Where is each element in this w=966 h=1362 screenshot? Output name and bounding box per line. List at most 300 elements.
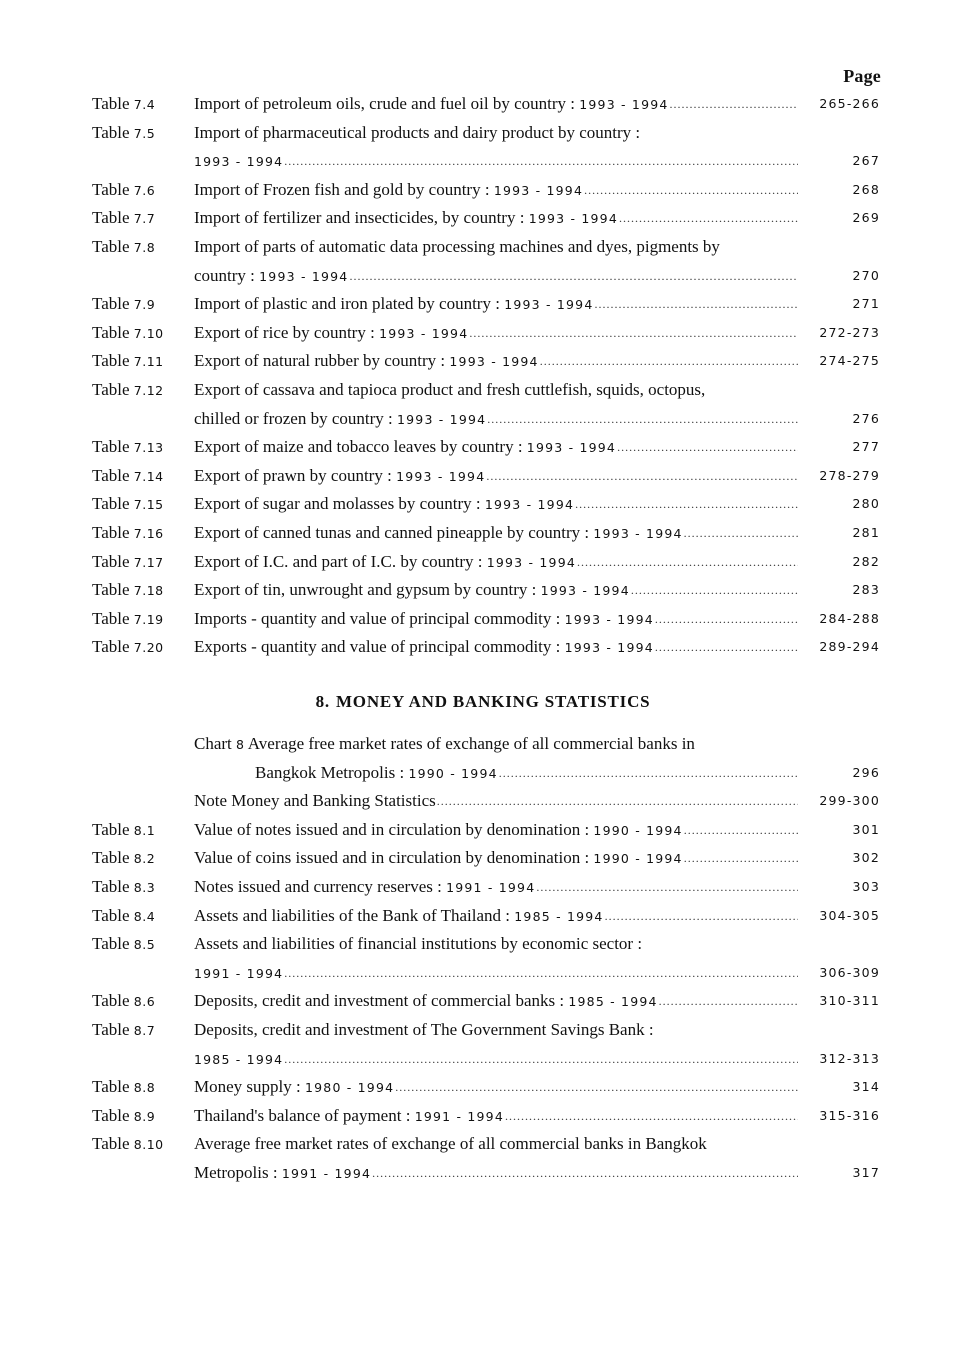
leader-dots: [684, 816, 798, 846]
entry-label: [92, 347, 192, 377]
entry-description: [194, 290, 798, 320]
entry-text: [194, 548, 576, 578]
entry-years: 1993 - 1994: [493, 182, 584, 198]
page-number: 310-311: [819, 993, 880, 1009]
entry-description: [255, 759, 798, 789]
entry-label: [92, 290, 192, 320]
toc-entry-line: [0, 930, 966, 959]
entry-title: Assets and liabilities of the Bank of Thailand :: [194, 905, 515, 925]
entry-text: [194, 816, 683, 846]
entry-text: [194, 844, 683, 874]
toc-entry-line: [0, 462, 966, 491]
entry-years: 1993 - 1994: [259, 268, 349, 284]
entry-years: 1980 - 1994: [304, 1080, 395, 1096]
table-word: Table: [92, 876, 130, 896]
entry-years: 1993 - 1994: [526, 440, 617, 456]
page-number: 284-288: [819, 610, 880, 626]
entry-years: 1990 - 1994: [593, 851, 683, 867]
page-number: 304-305: [819, 907, 880, 923]
section-8-heading: MONEY AND BANKING STATISTICS: [335, 692, 651, 711]
entry-description: [194, 1016, 798, 1045]
toc-entry-line: [0, 490, 966, 519]
leader-dots: [684, 519, 798, 549]
entry-label: [92, 930, 192, 960]
entry-description: [194, 902, 798, 932]
table-number: 8.1: [133, 822, 156, 838]
entry-description: [194, 1102, 798, 1132]
table-word: Table: [92, 494, 130, 514]
entry-label: [92, 119, 192, 149]
entry-text: [194, 959, 283, 989]
leader-dots: [284, 1045, 798, 1075]
table-word: Table: [92, 122, 130, 142]
entry-label: [92, 1102, 192, 1132]
toc-entry-line: [0, 119, 966, 148]
entry-title: Import of parts of automatic data processing machines and dyes, pigments by: [194, 236, 720, 256]
toc-entry-line: [0, 959, 966, 988]
entry-label: [92, 490, 192, 520]
entry-description: [194, 787, 798, 816]
entry-years: 1993 - 1994: [484, 497, 575, 513]
entry-text: [194, 576, 630, 606]
entry-description: [194, 519, 798, 549]
entry-text: [194, 1016, 654, 1045]
entry-label: [92, 548, 192, 578]
toc-entry-line: [0, 873, 966, 902]
toc-entry-line: [0, 1159, 966, 1188]
page-number: 312-313: [819, 1050, 880, 1066]
leader-dots: [540, 347, 798, 377]
leader-dots: [584, 176, 798, 206]
table-word: Table: [92, 1134, 130, 1154]
entry-label: [92, 816, 192, 846]
entry-description: [194, 605, 798, 635]
table-word: Table: [92, 437, 130, 457]
entry-text: [194, 1045, 283, 1075]
page-number: 302: [852, 850, 880, 866]
entry-description: [194, 262, 798, 292]
table-number: 7.16: [133, 525, 164, 541]
entry-title: Metropolis :: [194, 1162, 282, 1182]
entry-title: Export of tin, unwrought and gypsum by country :: [194, 580, 541, 600]
page-number: 272-273: [819, 324, 880, 340]
entry-title: Export of natural rubber by country :: [194, 351, 450, 371]
leader-dots: [655, 605, 798, 635]
table-word: Table: [92, 179, 130, 199]
table-number: 7.17: [133, 554, 164, 570]
page-number: 299-300: [819, 793, 880, 809]
entry-label: [92, 519, 192, 549]
table-word: Table: [92, 379, 130, 399]
table-word: Table: [92, 1077, 130, 1097]
page-number: 289-294: [819, 639, 880, 655]
entry-label: [92, 233, 192, 263]
table-number: 8.7: [133, 1022, 156, 1038]
toc-entry-line: [0, 816, 966, 845]
entry-years: 1985 - 1994: [568, 994, 658, 1010]
entry-years: 1993 - 1994: [486, 554, 576, 570]
entry-title: chilled or frozen by country :: [194, 408, 397, 428]
entry-text: [194, 347, 539, 377]
entry-text: [194, 902, 604, 932]
table-word: Table: [92, 294, 130, 314]
entry-years: 1991 - 1994: [281, 1165, 372, 1181]
toc-entry-line: [0, 1130, 966, 1159]
entry-label: [92, 844, 192, 874]
entry-years: 1993 - 1994: [579, 97, 669, 112]
toc-entry-line: [0, 433, 966, 462]
table-word: Table: [92, 322, 130, 342]
entry-text: [194, 873, 535, 903]
entry-text: [194, 787, 436, 816]
table-number: 7.14: [133, 468, 164, 484]
entry-title: Export of cassava and tapioca product and fresh cuttlefish, squids, octopus,: [194, 379, 706, 399]
entry-title: Import of pharmaceutical products and dairy product by country :: [194, 122, 641, 142]
entry-text: [194, 433, 616, 463]
toc-entry-line: [0, 290, 966, 319]
entry-title: Export of I.C. and part of I.C. by country :: [194, 551, 487, 571]
entry-text: [194, 519, 683, 549]
page-number: 280: [852, 496, 880, 512]
leader-dots: [536, 873, 798, 903]
page-number: 281: [852, 524, 880, 540]
entry-description: [194, 844, 798, 874]
entry-years: 1993 - 1994: [397, 411, 487, 427]
leader-dots: [655, 633, 798, 663]
table-number: 7.5: [133, 125, 156, 141]
table-number: 7.8: [133, 239, 156, 255]
toc-entry-line: [0, 730, 966, 759]
toc-entry-line: [0, 633, 966, 662]
entry-text: [194, 490, 574, 520]
entry-years: 1993 - 1994: [593, 525, 683, 541]
entry-label: [92, 319, 192, 349]
toc-entry-line: [0, 519, 966, 548]
page-number: 283: [852, 582, 880, 598]
entry-title: Average free market rates of exchange of all commercial banks in Bangkok: [194, 1134, 707, 1154]
entry-years: 1991 - 1994: [194, 965, 284, 981]
table-number: 7.12: [133, 382, 164, 398]
leader-dots: [349, 262, 798, 292]
toc-entry-line: [0, 787, 966, 816]
entry-years: 1990 - 1994: [593, 822, 683, 838]
entry-label: [92, 605, 192, 635]
entry-title: Export of rice by country :: [194, 322, 380, 342]
entry-text: [194, 204, 618, 234]
entry-title: Chart: [194, 734, 237, 753]
toc-entry-line: [0, 576, 966, 605]
toc-entry-line: [0, 1102, 966, 1131]
page-number: 306-309: [819, 964, 880, 980]
entry-description: [194, 90, 798, 120]
entry-title: Deposits, credit and investment of The Government Savings Bank :: [194, 1019, 654, 1039]
table-word: Table: [92, 551, 130, 571]
table-number: 7.18: [133, 583, 164, 599]
leader-dots: [437, 787, 798, 816]
toc-entry-line: [0, 347, 966, 376]
page-number: 315-316: [819, 1107, 880, 1123]
toc-entry-line: [0, 262, 966, 291]
entry-title: Deposits, credit and investment of commercial banks :: [194, 991, 569, 1011]
entry-years: 1993 - 1994: [379, 325, 469, 341]
entry-title-cont: Average free market rates of exchange of all commercial banks in: [244, 734, 695, 753]
leader-dots: [395, 1073, 798, 1103]
table-word: Table: [92, 608, 130, 628]
table-number: 7.7: [133, 211, 156, 227]
table-number: 7.13: [133, 440, 164, 456]
entry-title: Import of fertilizer and insecticides, by country :: [194, 208, 529, 228]
entry-label: [92, 576, 192, 606]
toc-entry-line: [0, 548, 966, 577]
entry-years: 1985 - 1994: [514, 908, 604, 924]
table-number: 7.20: [133, 640, 164, 656]
table-word: Table: [92, 208, 130, 228]
toc-entry-line: [0, 902, 966, 931]
toc-entry-line: [0, 176, 966, 205]
entry-years: 1991 - 1994: [414, 1108, 504, 1124]
entry-label: [92, 1130, 192, 1160]
entry-title: country :: [194, 265, 260, 285]
page-number: 296: [852, 764, 880, 780]
table-number: 8.6: [133, 994, 156, 1010]
entry-title: Bangkok Metropolis :: [255, 762, 409, 782]
leader-dots: [670, 90, 798, 120]
toc-entry-line: [0, 376, 966, 405]
section-8-list: [0, 730, 966, 1188]
entry-title: Note Money and Banking Statistics: [194, 791, 436, 811]
page-number: 271: [852, 296, 880, 312]
table-word: Table: [92, 1105, 130, 1125]
entry-years: 1991 - 1994: [446, 879, 536, 895]
entry-description: [194, 433, 798, 463]
entry-text: [194, 1130, 707, 1159]
leader-dots: [577, 548, 798, 578]
entry-description: [194, 930, 798, 959]
entry-title: Export of sugar and molasses by country :: [194, 494, 485, 514]
entry-description: [194, 147, 798, 177]
entry-text: [194, 290, 593, 320]
entry-years: 1993 - 1994: [564, 640, 654, 656]
table-number: 8.5: [133, 937, 156, 953]
entry-description: [194, 119, 798, 148]
leader-dots: [659, 987, 798, 1017]
entry-label: [92, 376, 192, 406]
toc-entry-line: [0, 605, 966, 634]
page-number: 282: [852, 553, 880, 569]
table-number: 7.9: [133, 297, 156, 313]
leader-dots: [284, 959, 798, 989]
entry-years: 1993 - 1994: [504, 297, 594, 313]
entry-years: 1985 - 1994: [194, 1051, 284, 1067]
entry-years: 1993 - 1994: [564, 611, 654, 627]
table-number: 8.9: [133, 1108, 156, 1124]
page-column-header: Page: [843, 66, 881, 86]
page-number: 314: [852, 1079, 880, 1095]
table-word: Table: [92, 905, 130, 925]
toc-entry-line: [0, 204, 966, 233]
table-word: Table: [92, 522, 130, 542]
entry-years: 1993 - 1994: [528, 211, 618, 227]
page-number: 274-275: [819, 353, 880, 369]
entry-label: [92, 462, 192, 492]
page-number: 301: [852, 821, 880, 837]
entry-description: [194, 1159, 798, 1189]
leader-dots: [486, 462, 798, 492]
table-word: Table: [92, 236, 130, 256]
entry-text: [194, 376, 705, 405]
entry-label: [92, 204, 192, 234]
entry-description: [194, 1045, 798, 1075]
entry-label: [92, 433, 192, 463]
table-number: 7.6: [133, 182, 156, 198]
table-word: Table: [92, 94, 130, 113]
entry-title: Notes issued and currency reserves :: [194, 876, 447, 896]
entry-text: [194, 233, 720, 262]
entry-text: [194, 633, 654, 663]
leader-dots: [617, 433, 798, 463]
entry-title: Imports - quantity and value of principal commodity :: [194, 608, 565, 628]
entry-description: [194, 1073, 798, 1103]
table-number: 7.15: [133, 497, 164, 513]
leader-dots: [594, 290, 798, 320]
entry-title: Exports - quantity and value of principal commodity :: [194, 637, 565, 657]
table-number: 8.8: [133, 1080, 156, 1096]
entry-title: Import of petroleum oils, crude and fuel oil by country :: [194, 94, 580, 113]
leader-dots: [575, 490, 798, 520]
entry-text: [194, 462, 485, 492]
page-number: 270: [852, 267, 880, 283]
table-word: Table: [92, 934, 130, 954]
table-number: 8.3: [133, 879, 156, 895]
toc-entry-line: [0, 1045, 966, 1074]
entry-description: [194, 405, 798, 435]
entry-years: 1993 - 1994: [449, 354, 539, 370]
toc-entry-line: [0, 233, 966, 262]
page-number: 303: [852, 878, 880, 894]
page-number: 268: [852, 181, 880, 197]
entry-text: [194, 176, 583, 206]
page-number: 269: [852, 210, 880, 226]
table-number: 8.2: [133, 851, 156, 867]
entry-text: [194, 730, 695, 760]
table-number: 7.19: [133, 611, 164, 627]
leader-dots: [284, 147, 798, 177]
entry-label: [92, 633, 192, 663]
entry-description: [194, 548, 798, 578]
table-number: 7.10: [133, 325, 164, 341]
table-word: Table: [92, 848, 130, 868]
entry-label: [92, 1073, 192, 1103]
chart-number: 8: [236, 737, 245, 752]
entry-title: Value of coins issued and in circulation by denomination :: [194, 848, 594, 868]
toc-entry-line: [0, 1016, 966, 1045]
entry-description: [194, 816, 798, 846]
leader-dots: [619, 204, 798, 234]
entry-title: Import of Frozen fish and gold by country :: [194, 179, 494, 199]
entry-description: [194, 204, 798, 234]
entry-title: Money supply :: [194, 1077, 305, 1097]
entry-title: Assets and liabilities of financial institutions by economic sector :: [194, 934, 643, 954]
table-word: Table: [92, 465, 130, 485]
entry-years: 1993 - 1994: [540, 583, 630, 599]
leader-dots: [684, 844, 798, 874]
entry-text: [194, 1073, 394, 1103]
table-word: Table: [92, 637, 130, 657]
entry-title: Thailand's balance of payment :: [194, 1105, 415, 1125]
entry-title: Value of notes issued and in circulation by denomination :: [194, 819, 594, 839]
toc-entry-line: [0, 759, 966, 788]
entry-title: Export of prawn by country :: [194, 465, 397, 485]
entry-description: [194, 319, 798, 349]
entry-text: [255, 759, 498, 789]
entry-text: [194, 90, 669, 120]
entry-text: [194, 930, 642, 959]
entry-description: [194, 730, 798, 760]
entry-text: [194, 987, 658, 1017]
entry-years: 1993 - 1994: [396, 468, 486, 484]
table-word: Table: [92, 1019, 130, 1039]
entry-text: [194, 1159, 371, 1189]
toc-entry-line: [0, 1073, 966, 1102]
toc-entry-line: [0, 405, 966, 434]
entry-text: [194, 605, 654, 635]
leader-dots: [499, 759, 798, 789]
entry-description: [194, 1130, 798, 1159]
entry-label: [92, 987, 192, 1017]
toc-entry-line: [0, 319, 966, 348]
entry-description: [194, 959, 798, 989]
entry-description: [194, 987, 798, 1017]
table-word: Table: [92, 580, 130, 600]
toc-entry-line: [0, 987, 966, 1016]
table-number: 8.10: [133, 1137, 164, 1153]
entry-description: [194, 233, 798, 262]
entry-title: Export of maize and tobacco leaves by country :: [194, 437, 527, 457]
entry-description: [194, 873, 798, 903]
entry-text: [194, 119, 640, 148]
entry-label: [92, 873, 192, 903]
leader-dots: [605, 902, 798, 932]
entry-text: [194, 405, 486, 435]
table-word: Table: [92, 819, 130, 839]
entry-text: [194, 319, 468, 349]
table-word: Table: [92, 991, 130, 1011]
page-number: 276: [852, 410, 880, 426]
leader-dots: [372, 1159, 798, 1189]
toc-entry-line: [0, 844, 966, 873]
toc-entry-line: [0, 147, 966, 176]
entry-label: [92, 902, 192, 932]
entry-label: [92, 176, 192, 206]
table-number: 8.4: [133, 908, 156, 924]
entry-title: Export of canned tunas and canned pineapple by country :: [194, 522, 594, 542]
entry-label: [92, 1016, 192, 1046]
entry-description: [194, 176, 798, 206]
entry-label: [92, 90, 192, 120]
entry-description: [194, 462, 798, 492]
leader-dots: [505, 1102, 798, 1132]
entry-description: [194, 633, 798, 663]
leader-dots: [631, 576, 798, 606]
table-number: 7.11: [133, 354, 164, 370]
entry-years: 1990 - 1994: [408, 765, 498, 781]
entry-description: [194, 490, 798, 520]
table-word: Table: [92, 351, 130, 371]
page-number: 267: [852, 153, 880, 169]
page-number: 265-266: [819, 96, 880, 111]
section-7-list: [0, 90, 966, 662]
section-8-number: 8.: [315, 692, 330, 711]
